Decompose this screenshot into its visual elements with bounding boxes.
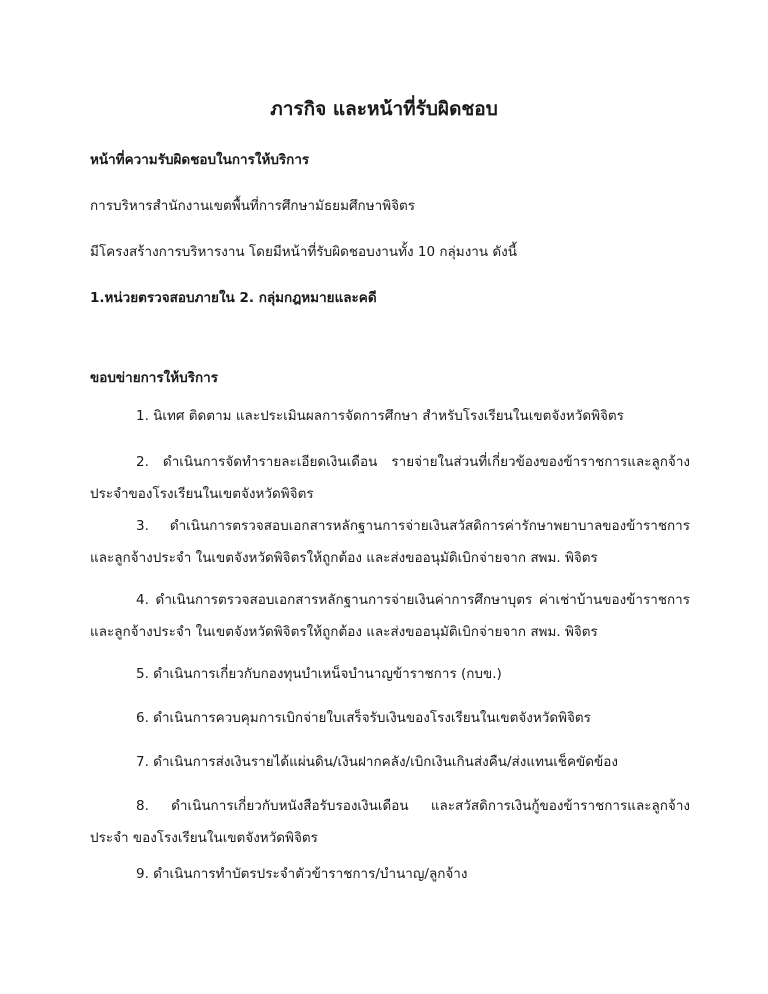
section-heading: หน้าที่ความรับผิดชอบในการให้บริการ: [90, 152, 310, 168]
units-line: 1.หน่วยตรวจสอบภายใน 2. กลุ่มกฎหมายและคดี: [90, 290, 377, 306]
scope-heading: ขอบข่ายการให้บริการ: [90, 370, 218, 386]
list-item-5: 5. ดำเนินการเกี่ยวกับกองทุนบำเหน็จบำนาญข้าราชการ (กบข.): [136, 666, 502, 682]
list-item-1: 1. นิเทศ ติดตาม และประเมินผลการจัดการศึกษา สำหรับโรงเรียนในเขตจังหวัดพิจิตร: [136, 408, 624, 424]
list-item-4: 4. ดำเนินการตรวจสอบเอกสารหลักฐานการจ่ายเงินค่าการศึกษาบุตร ค่าเช่าบ้านของข้าราชการและลูกจ้างประจำ ในเขตจังหวัดพิจิตรให้ถูกต้อง และส่งขออนุมัติเบิกจ่ายจาก สพม. พิจิตร: [90, 592, 690, 640]
list-item-3: 3. ดำเนินการตรวจสอบเอกสารหลักฐานการจ่ายเงินสวัสดิการค่ารักษาพยาบาลของข้าราชการและลูกจ้างประจำ ในเขตจังหวัดพิจิตรให้ถูกต้อง และส่งขออนุมัติเบิกจ่ายจาก สพม. พิจิตร: [90, 518, 690, 566]
intro-line-1: การบริหารสำนักงานเขตพื้นที่การศึกษามัธยมศึกษาพิจิตร: [90, 198, 416, 214]
list-item-2: 2. ดำเนินการจัดทำรายละเอียดเงินเดือน รายจ่ายในส่วนที่เกี่ยวข้องของข้าราชการและลูกจ้างประจำของโรงเรียนในเขตจังหวัดพิจิตร: [90, 454, 690, 502]
list-item-8: 8. ดำเนินการเกี่ยวกับหนังสือรับรองเงินเดือน และสวัสดิการเงินกู้ของข้าราชการและลูกจ้างประจำ ของโรงเรียนในเขตจังหวัดพิจิตร: [90, 798, 690, 846]
list-item-9: 9. ดำเนินการทำบัตรประจำตัวข้าราชการ/บำนาญ/ลูกจ้าง: [136, 866, 468, 882]
document-title: ภารกิจ และหน้าที่รับผิดชอบ: [270, 98, 498, 120]
intro-line-2: มีโครงสร้างการบริหารงาน โดยมีหน้าที่รับผิดชอบงานทั้ง 10 กลุ่มงาน ดังนี้: [90, 244, 517, 260]
list-item-6: 6. ดำเนินการควบคุมการเบิกจ่ายใบเสร็จรับเงินของโรงเรียนในเขตจังหวัดพิจิตร: [136, 710, 591, 726]
list-item-7: 7. ดำเนินการส่งเงินรายได้แผ่นดิน/เงินฝากคลัง/เบิกเงินเกินส่งคืน/ส่งแทนเช็คขัดข้อง: [136, 754, 618, 770]
